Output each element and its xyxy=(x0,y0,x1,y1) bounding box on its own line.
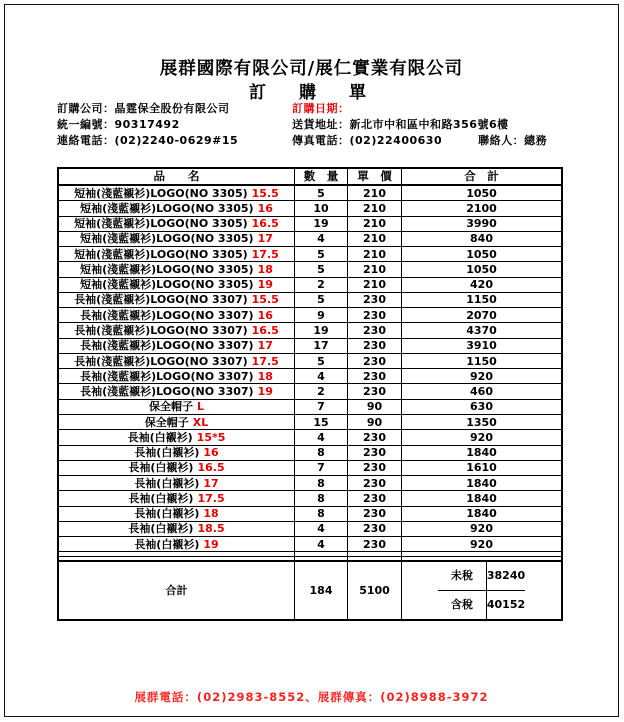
order-items-table xyxy=(57,167,563,621)
fax-label: 傳真電話： xyxy=(292,134,350,148)
cell-subtotal: 920 xyxy=(470,537,493,551)
product-size-text: 17.5 xyxy=(251,247,279,261)
product-size-text: 16.5 xyxy=(251,217,279,231)
product-name-text: 長袖(白襯衫) xyxy=(134,446,200,460)
cell-quantity: 8 xyxy=(295,507,348,521)
cell-unit-price: 230 xyxy=(348,354,402,368)
table-row xyxy=(59,461,561,476)
cell-product-name xyxy=(59,247,295,261)
cell-product-name xyxy=(59,507,295,521)
product-name-text: 長袖(淺藍襯衫)LOGO(NO 3307) xyxy=(74,354,248,368)
cell-subtotal: 4370 xyxy=(466,324,497,338)
cell-product-name xyxy=(59,354,295,368)
cell-unit-price: 210 xyxy=(348,201,402,215)
product-size-text: 19 xyxy=(203,537,219,551)
product-name-text: 長袖(白襯衫) xyxy=(128,522,194,536)
table-row xyxy=(59,384,561,399)
cell-unit-price: 230 xyxy=(348,446,402,460)
cell-unit-price: 210 xyxy=(348,262,402,276)
cell-subtotal: 1840 xyxy=(466,491,497,505)
cell-quantity: 10 xyxy=(295,201,348,215)
cell-subtotal: 420 xyxy=(470,278,493,292)
cell-quantity: 2 xyxy=(295,384,348,398)
product-name-text: 長袖(白襯衫) xyxy=(134,537,200,551)
order-date-label: 訂購日期： xyxy=(292,102,350,115)
cell-product-name xyxy=(59,201,295,215)
cell-unit-price xyxy=(348,552,402,555)
fax-contact-line xyxy=(292,133,557,149)
with-tax-value: 40152 xyxy=(486,598,526,612)
cell-unit-price: 230 xyxy=(348,339,402,353)
cell-subtotal: 1150 xyxy=(466,354,497,368)
product-name-text: 長袖(淺藍襯衫)LOGO(NO 3307) xyxy=(80,339,254,353)
product-size-text: 17.5 xyxy=(251,354,279,368)
cell-product-name xyxy=(59,461,295,475)
total-label: 合計 xyxy=(59,562,295,619)
cell-unit-price: 230 xyxy=(348,323,402,337)
product-name-text: 長袖(白襯衫) xyxy=(128,461,194,475)
cell-subtotal: 630 xyxy=(470,400,493,414)
table-row xyxy=(59,507,561,522)
cell-subtotal: 460 xyxy=(470,385,493,399)
cell-unit-price: 210 xyxy=(348,186,402,200)
cell-product-name xyxy=(59,384,295,398)
cell-subtotal: 1350 xyxy=(466,415,497,429)
table-row xyxy=(59,293,561,308)
cell-unit-price: 210 xyxy=(348,232,402,246)
order-info-right xyxy=(292,101,557,150)
product-name-text: 短袖(淺藍襯衫)LOGO(NO 3305) xyxy=(74,186,248,200)
cell-quantity: 15 xyxy=(295,415,348,429)
cell-unit-price: 230 xyxy=(348,491,402,505)
table-row xyxy=(59,323,561,338)
header-subtotal: 合 計 xyxy=(464,169,499,183)
document-title: 訂 購 單 xyxy=(249,83,374,103)
cell-subtotal: 1050 xyxy=(466,247,497,261)
cell-unit-price: 230 xyxy=(348,522,402,536)
tax-summary-cell xyxy=(402,562,561,619)
cell-unit-price: 230 xyxy=(348,369,402,383)
cell-quantity: 8 xyxy=(295,491,348,505)
product-size-text: 17 xyxy=(257,232,273,246)
cell-quantity: 4 xyxy=(295,522,348,536)
pre-tax-label: 未稅 xyxy=(438,562,487,590)
cell-subtotal: 1610 xyxy=(466,461,497,475)
cell-subtotal xyxy=(402,557,561,560)
cell-product-name xyxy=(59,491,295,505)
cell-unit-price: 210 xyxy=(348,217,402,231)
order-form-page xyxy=(4,4,619,717)
product-name-text: 保全帽子 xyxy=(148,400,193,414)
cell-quantity: 8 xyxy=(295,476,348,490)
product-name-text: 短袖(淺藍襯衫)LOGO(NO 3305) xyxy=(80,232,254,246)
product-name-text: 長袖(淺藍襯衫)LOGO(NO 3307) xyxy=(80,308,254,322)
fax-part xyxy=(292,133,442,149)
table-row xyxy=(59,278,561,293)
product-size-text: 16.5 xyxy=(197,461,225,475)
cell-subtotal: 1150 xyxy=(466,293,497,307)
contact-label: 聯絡人： xyxy=(478,134,525,148)
phone-label: 連絡電話： xyxy=(57,134,115,148)
cell-unit-price: 230 xyxy=(348,293,402,307)
product-size-text: 18 xyxy=(203,507,219,521)
cell-subtotal: 1050 xyxy=(466,186,497,200)
product-size-text: 15.5 xyxy=(251,186,279,200)
fax-value: (02)22400630 xyxy=(349,134,443,148)
cell-quantity: 4 xyxy=(295,232,348,246)
total-quantity: 184 xyxy=(295,562,348,619)
table-row xyxy=(59,430,561,445)
cell-quantity: 17 xyxy=(295,339,348,353)
cell-quantity: 5 xyxy=(295,262,348,276)
product-name-text: 短袖(淺藍襯衫)LOGO(NO 3305) xyxy=(74,217,248,231)
cell-quantity: 5 xyxy=(295,354,348,368)
product-name-text: 長袖(白襯衫) xyxy=(128,491,194,505)
table-row xyxy=(59,217,561,232)
table-row xyxy=(59,201,561,216)
cell-unit-price xyxy=(348,557,402,560)
ordering-company-label: 訂購公司： xyxy=(57,102,115,115)
cell-quantity: 5 xyxy=(295,293,348,307)
cell-unit-price: 210 xyxy=(348,247,402,261)
table-row xyxy=(59,247,561,262)
product-name-text: 長袖(淺藍襯衫)LOGO(NO 3307) xyxy=(80,385,254,399)
product-name-text: 長袖(淺藍襯衫)LOGO(NO 3307) xyxy=(74,324,248,338)
cell-unit-price: 230 xyxy=(348,507,402,521)
cell-product-name xyxy=(59,186,295,200)
total-unit-price: 5100 xyxy=(348,562,402,619)
delivery-address-label: 送貨地址： xyxy=(292,118,350,132)
supplier-contact-footer: 展群電話：(02)2983-8552、展群傳真：(02)8988-3972 xyxy=(134,690,489,704)
table-row xyxy=(59,354,561,369)
ordering-company-value: 晶霆保全股份有限公司 xyxy=(114,102,230,115)
product-size-text: L xyxy=(196,400,204,414)
product-name-text: 短袖(淺藍襯衫)LOGO(NO 3305) xyxy=(80,262,254,276)
cell-product-name xyxy=(59,415,295,429)
cell-unit-price: 230 xyxy=(348,308,402,322)
cell-unit-price: 90 xyxy=(348,415,402,429)
cell-product-name xyxy=(59,522,295,536)
company-title: 展群國際有限公司/展仁實業有限公司 xyxy=(159,59,464,79)
contact-part xyxy=(478,133,547,149)
header-unit-price: 單 價 xyxy=(348,169,402,184)
product-name-text: 長袖(白襯衫) xyxy=(134,476,200,490)
table-row xyxy=(59,537,561,552)
cell-product-name xyxy=(59,400,295,414)
table-row xyxy=(59,522,561,537)
cell-subtotal: 3910 xyxy=(466,339,497,353)
with-tax-row xyxy=(438,591,525,619)
cell-subtotal: 920 xyxy=(470,369,493,383)
product-size-text: 17.5 xyxy=(197,491,225,505)
product-name-text: 短袖(淺藍襯衫)LOGO(NO 3305) xyxy=(74,247,248,261)
product-size-text: 16.5 xyxy=(251,324,279,338)
table-row xyxy=(59,476,561,491)
product-size-text: 19 xyxy=(257,278,273,292)
cell-product-name xyxy=(59,293,295,307)
table-total-row xyxy=(59,561,561,619)
cell-quantity: 19 xyxy=(295,217,348,231)
table-row xyxy=(59,339,561,354)
cell-product-name xyxy=(59,430,295,444)
cell-quantity: 5 xyxy=(295,186,348,200)
cell-quantity: 8 xyxy=(295,446,348,460)
cell-unit-price: 230 xyxy=(348,537,402,551)
cell-subtotal: 2070 xyxy=(466,308,497,322)
cell-unit-price: 230 xyxy=(348,384,402,398)
cell-subtotal: 920 xyxy=(470,430,493,444)
cell-subtotal: 1050 xyxy=(466,262,497,276)
product-size-text: 19 xyxy=(257,385,273,399)
product-size-text: 18 xyxy=(257,369,273,383)
cell-subtotal: 2100 xyxy=(466,201,497,215)
product-size-text: 16 xyxy=(257,308,273,322)
cell-product-name xyxy=(59,278,295,292)
table-row xyxy=(59,262,561,277)
delivery-address-line xyxy=(292,117,557,133)
table-row xyxy=(59,491,561,506)
cell-quantity xyxy=(295,552,348,555)
product-size-text: 17 xyxy=(257,339,273,353)
table-row xyxy=(59,446,561,461)
cell-quantity: 19 xyxy=(295,323,348,337)
pre-tax-row xyxy=(438,562,525,591)
table-row xyxy=(59,369,561,384)
cell-subtotal: 1840 xyxy=(466,476,497,490)
product-name-text: 短袖(淺藍襯衫)LOGO(NO 3305) xyxy=(80,201,254,215)
cell-subtotal: 1840 xyxy=(466,507,497,521)
phone-line xyxy=(57,133,238,149)
product-name-text: 保全帽子 xyxy=(144,415,189,429)
cell-quantity: 5 xyxy=(295,247,348,261)
cell-unit-price: 90 xyxy=(348,400,402,414)
with-tax-label: 含稅 xyxy=(438,591,487,619)
cell-product-name xyxy=(59,308,295,322)
cell-quantity: 4 xyxy=(295,369,348,383)
cell-unit-price: 230 xyxy=(348,461,402,475)
cell-product-name xyxy=(59,446,295,460)
product-size-text: 15.5 xyxy=(251,293,279,307)
cell-quantity: 4 xyxy=(295,430,348,444)
table-row xyxy=(59,415,561,430)
product-size-text: 17 xyxy=(203,476,219,490)
tax-id-label: 統一編號： xyxy=(57,118,115,132)
delivery-address-value: 新北市中和區中和路356號6樓 xyxy=(349,118,509,132)
cell-product-name xyxy=(59,262,295,276)
cell-product-name xyxy=(59,217,295,231)
pre-tax-value: 38240 xyxy=(486,569,526,583)
product-size-text: 16 xyxy=(257,201,273,215)
product-name-text: 長袖(白襯衫) xyxy=(134,507,200,521)
cell-subtotal: 1840 xyxy=(466,446,497,460)
product-name-text: 長袖(淺藍襯衫)LOGO(NO 3307) xyxy=(74,293,248,307)
product-name-text: 長袖(淺藍襯衫)LOGO(NO 3307) xyxy=(80,369,254,383)
cell-quantity: 2 xyxy=(295,278,348,292)
cell-subtotal xyxy=(402,552,561,555)
table-row xyxy=(59,232,561,247)
header-product-name: 品 名 xyxy=(59,169,295,184)
product-size-text: XL xyxy=(192,415,209,429)
order-date-line xyxy=(292,101,557,117)
tax-id-value: 90317492 xyxy=(114,118,180,132)
contact-value: 總務 xyxy=(524,134,548,148)
cell-product-name xyxy=(59,476,295,490)
product-size-text: 15*5 xyxy=(196,430,226,444)
product-size-text: 18.5 xyxy=(197,522,225,536)
cell-quantity: 4 xyxy=(295,537,348,551)
cell-unit-price: 230 xyxy=(348,476,402,490)
cell-subtotal: 3990 xyxy=(466,217,497,231)
cell-product-name xyxy=(59,339,295,353)
cell-product-name xyxy=(59,369,295,383)
ordering-company-line xyxy=(57,101,238,117)
table-row xyxy=(59,400,561,415)
table-row xyxy=(59,186,561,201)
cell-product-name xyxy=(59,557,295,560)
cell-product-name xyxy=(59,552,295,555)
product-size-text: 16 xyxy=(203,446,219,460)
product-size-text: 18 xyxy=(257,262,273,276)
product-name-text: 短袖(淺藍襯衫)LOGO(NO 3305) xyxy=(80,278,254,292)
product-name-text: 長袖(白襯衫) xyxy=(127,430,193,444)
cell-unit-price: 230 xyxy=(348,430,402,444)
cell-product-name xyxy=(59,537,295,551)
table-row xyxy=(59,308,561,323)
tax-id-line xyxy=(57,117,238,133)
cell-product-name xyxy=(59,323,295,337)
cell-quantity xyxy=(295,557,348,560)
cell-quantity: 7 xyxy=(295,461,348,475)
cell-quantity: 9 xyxy=(295,308,348,322)
cell-quantity: 7 xyxy=(295,400,348,414)
phone-value: (02)2240-0629#15 xyxy=(114,134,239,148)
header-quantity: 數 量 xyxy=(295,169,348,184)
order-info-left xyxy=(57,101,238,150)
cell-subtotal: 920 xyxy=(470,522,493,536)
cell-subtotal: 840 xyxy=(470,232,493,246)
table-header-row xyxy=(59,169,561,186)
cell-unit-price: 210 xyxy=(348,278,402,292)
cell-product-name xyxy=(59,232,295,246)
